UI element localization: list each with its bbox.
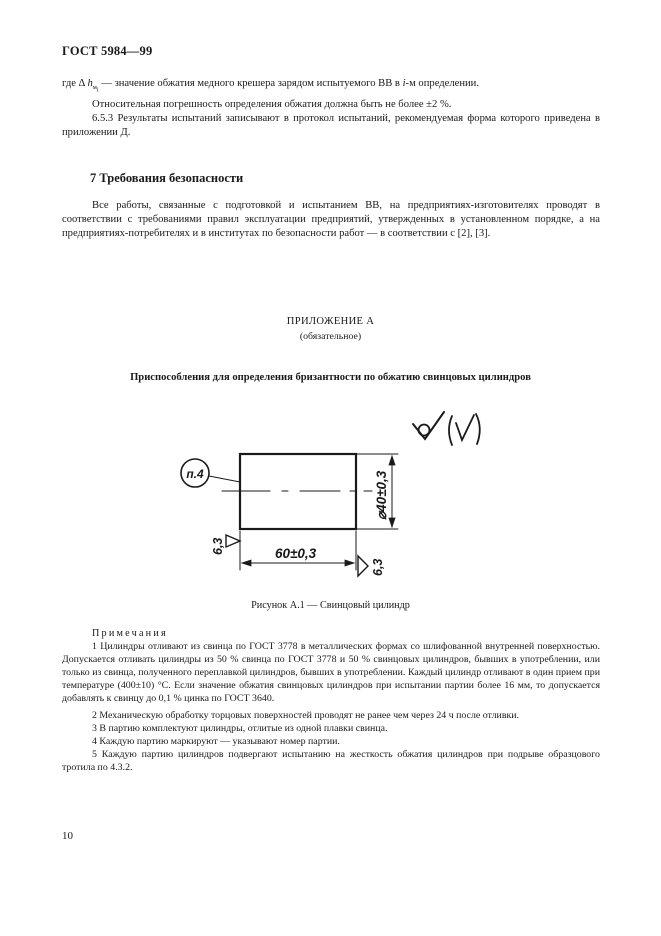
notes-heading: Примечания: [92, 628, 168, 639]
formula-description-end: -м определении.: [405, 78, 479, 89]
length-dimension: 60±0,3: [275, 546, 317, 561]
formula-description: — значение обжатия медного крешера зарядом испытуемого ВВ в: [98, 78, 403, 89]
appendix-status: (обязательное): [299, 331, 362, 342]
arrow-left: [242, 560, 251, 566]
roughness-left-value: 6,3: [211, 537, 225, 555]
paren-close-icon: [476, 414, 480, 444]
index-variable: i: [402, 78, 406, 89]
diameter-dimension: ⌀40±0,3: [374, 470, 389, 520]
note-3: 3 В партию комплектуют цилиндры, отлитые из одной плавки свинца.: [92, 723, 388, 734]
figure-caption: Рисунок А.1 — Свинцовый цилиндр: [251, 600, 410, 611]
error-note: Относительная погрешность определения обжатия должна быть не более ±2 %.: [92, 99, 452, 110]
roughness-right-icon: [358, 556, 368, 576]
appendix-title: ПРИЛОЖЕНИЕ А: [286, 316, 375, 327]
lead-cylinder-drawing: [0, 403, 661, 593]
formula-subscript: мi: [92, 84, 99, 94]
formula-explanation: [62, 77, 600, 97]
arrow-up: [389, 456, 395, 465]
note-2: 2 Механическую обработку торцовых поверхностей проводят не ранее чем через 24 ч после отливки.: [92, 710, 520, 721]
delta-prefix: где Δ: [62, 78, 85, 89]
check-mark-icon: [456, 415, 474, 440]
appendix-heading: Приспособления для определения бризантности по обжатию свинцовых цилиндров: [130, 372, 531, 383]
page-number: 10: [62, 830, 73, 842]
paren-open-icon: [449, 416, 452, 445]
marker-leader: [209, 476, 240, 482]
note-5: 5 Каждую партию цилиндров подвергают испытанию на жесткость обжатия цилиндров при подрыве образцового тротила по 4.3.2.: [62, 749, 600, 773]
section-7-heading: 7 Требования безопасности: [90, 171, 244, 185]
formula-variable: h: [87, 78, 93, 89]
section-7-text: Все работы, связанные с подготовкой и испытанием ВВ, на предприятиях-изготовителях проводят в соответствии с требованиями правил эксплуатации предприятий, утвержденных в установленном порядке, а на предприятиях-потребителях и в институтах по безопасности работ — в соответствии с [2], [3].: [62, 200, 600, 239]
roughness-right-value: 6,3: [371, 558, 385, 576]
note-4: 4 Каждую партию маркируют — указывают номер партии.: [92, 736, 340, 747]
clause-6-5-3: 6.5.3 Результаты испытаний записывают в протокол испытаний, рекомендуемая форма которого приведена в приложении Д.: [62, 113, 600, 138]
page-header: ГОСТ 5984—99: [62, 44, 153, 58]
roughness-general-circle: [419, 425, 430, 436]
roughness-left-icon: [226, 535, 240, 547]
arrow-down: [389, 518, 395, 527]
marker-label: п.4: [186, 467, 204, 481]
note-1: 1 Цилиндры отливают из свинца по ГОСТ 3778 в металлических формах со шлифованной внутренней поверхностью. Допускается отливать цилиндры из 50 % свинца по ГОСТ 3778 и 50 % свинцовых цилиндров, бывших в употреблении, или только из свинца, полученного переплавкой цилиндров, бывших в употреблении. Каждый цилиндр отливают в один прием при температуре (400±10) °С. Если значение обжатия свинцовых цилиндров при испытании партии более 16 мм, то допускается добавлять к свинцу до 0,1 % цинка по ГОСТ 3640.: [62, 641, 600, 704]
arrow-right: [345, 560, 354, 566]
